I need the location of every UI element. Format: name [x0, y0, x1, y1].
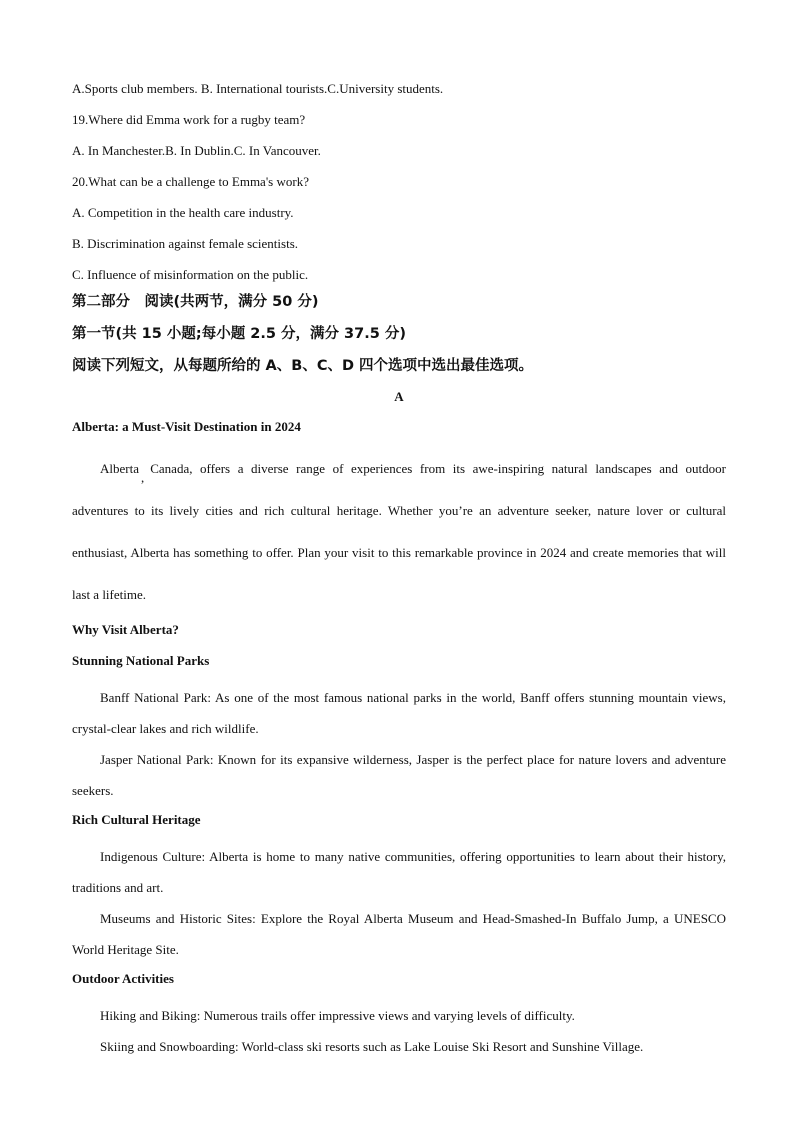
- subsection-title: 第一节(共 15 小题;每小题 2.5 分，满分 37.5 分): [72, 326, 406, 342]
- parks-heading: Stunning National Parks: [72, 653, 210, 668]
- passage-letter: A: [394, 389, 404, 404]
- q20-question: 20.What can be a challenge to Emma's work?: [72, 174, 309, 189]
- q18-options: A.Sports club members. B. International tourists.C.University students.: [72, 81, 444, 96]
- q20-option-c: C. Influence of misinformation on the public.: [72, 267, 309, 282]
- intro-rest: Canada, offers a diverse range of experiences from its awe-inspiring natural landscapes and outdoor adventures to its lively cities and rich cultural heritage. Whether you’re an adventure seeker, nature lover or cultural enthusiast, Alberta has something to offer. Plan your visit to this remarkable province in 2024 and create memories that will last a lifetime.: [72, 461, 726, 602]
- why-heading: Why Visit Alberta?: [72, 622, 179, 637]
- intro-paragraph: [72, 448, 726, 616]
- hiking-paragraph: Hiking and Biking: Numerous trails offer impressive views and varying levels of difficulty.: [100, 1008, 575, 1023]
- q19-options: A. In Manchester.B. In Dublin.C. In Vancouver.: [72, 143, 321, 158]
- instructions: 阅读下列短文，从每题所给的 A、B、C、D 四个选项中选出最佳选项。: [72, 358, 534, 374]
- skiing-paragraph: Skiing and Snowboarding: World-class ski resorts such as Lake Louise Ski Resort and Sunshine Village.: [100, 1039, 644, 1054]
- museums-paragraph: Museums and Historic Sites: Explore the Royal Alberta Museum and Head-Smashed-In Buffalo Jump, a UNESCO World Heritage Site.: [72, 911, 726, 957]
- q20-option-a: A. Competition in the health care industry.: [72, 205, 294, 220]
- q20-option-b: B. Discrimination against female scientists.: [72, 236, 299, 251]
- exam-page: [72, 79, 726, 1062]
- outdoor-heading: Outdoor Activities: [72, 971, 174, 986]
- culture-heading: Rich Cultural Heritage: [72, 812, 201, 827]
- intro-comma: ,: [140, 470, 145, 485]
- indigenous-paragraph: Indigenous Culture: Alberta is home to many native communities, offering opportunities to learn about their history, traditions and art.: [72, 849, 726, 895]
- jasper-paragraph: Jasper National Park: Known for its expansive wilderness, Jasper is the perfect place for nature lovers and adventure seekers.: [72, 752, 726, 798]
- part-title: 第二部分 阅读(共两节，满分 50 分): [72, 294, 319, 310]
- intro-word: Alberta: [100, 461, 139, 476]
- passage-title: Alberta: a Must-Visit Destination in 2024: [72, 419, 301, 434]
- banff-paragraph: Banff National Park: As one of the most famous national parks in the world, Banff offers stunning mountain views, crystal-clear lakes and rich wildlife.: [72, 690, 726, 736]
- q19-question: 19.Where did Emma work for a rugby team?: [72, 112, 306, 127]
